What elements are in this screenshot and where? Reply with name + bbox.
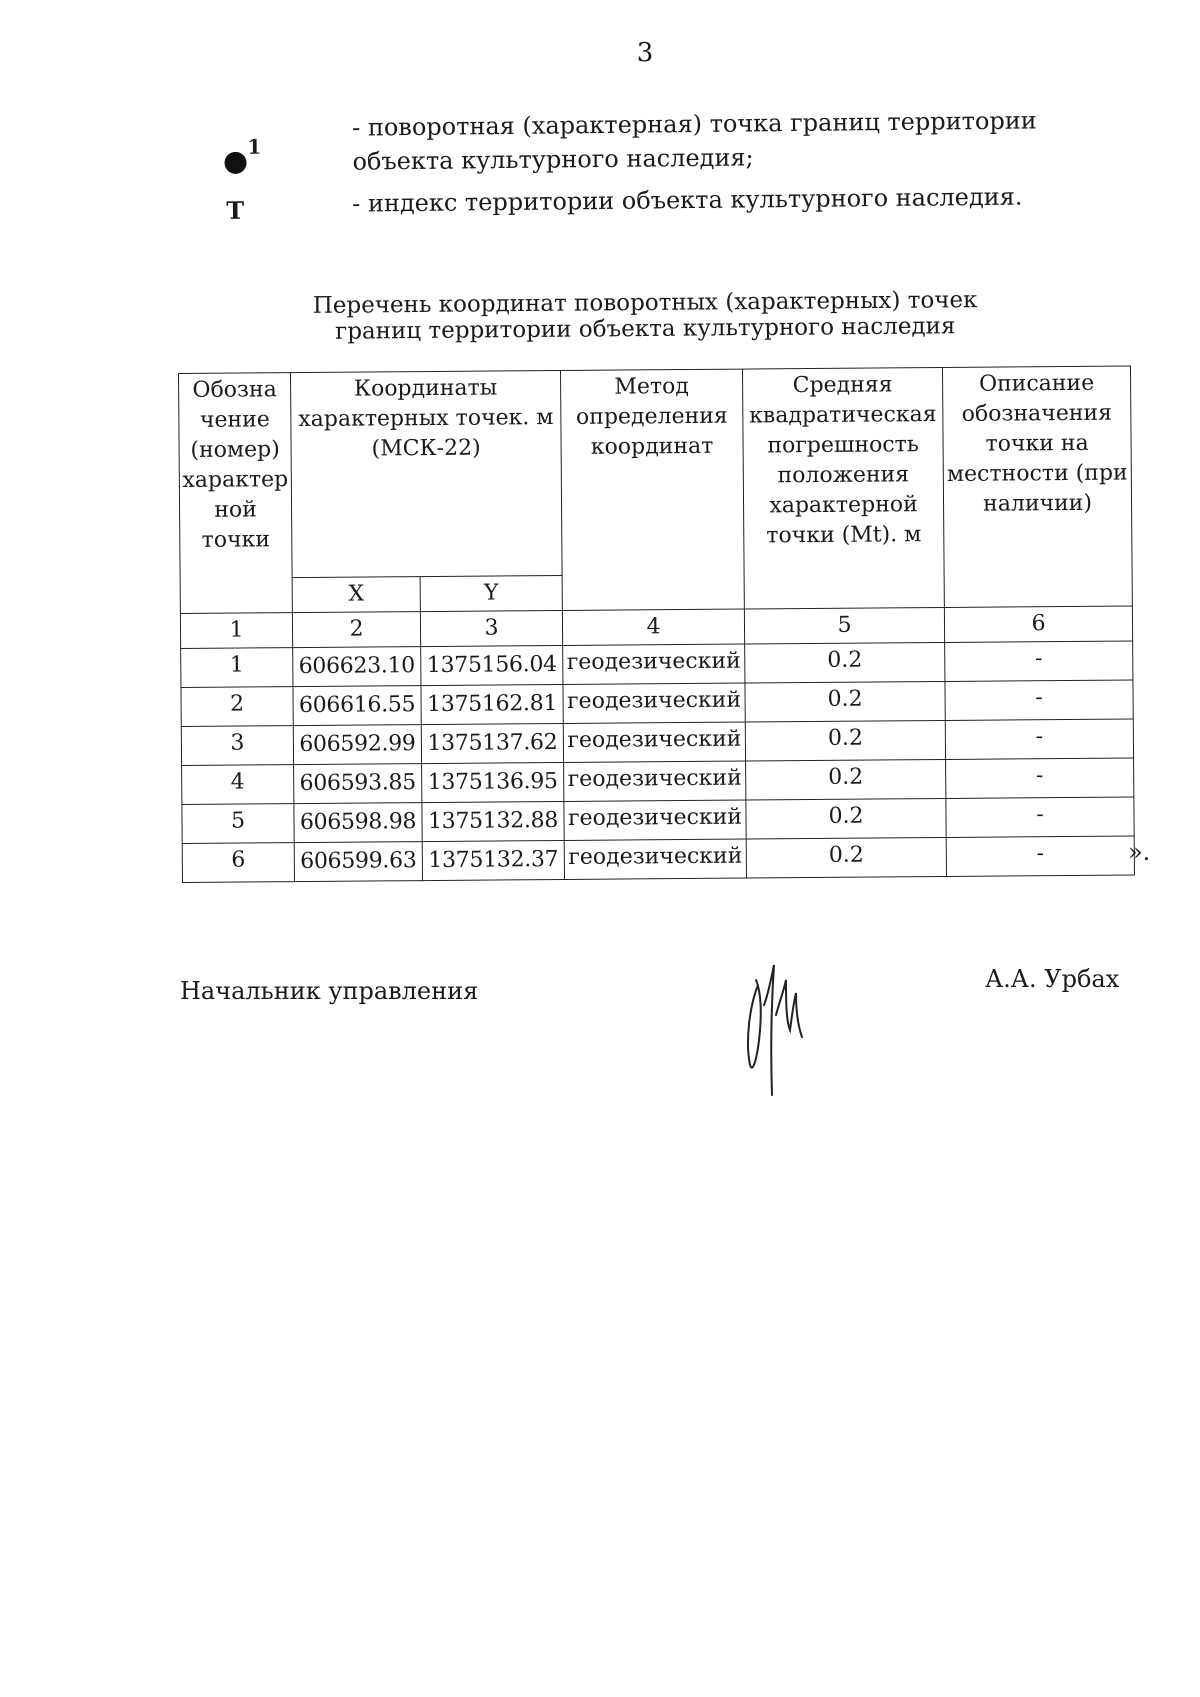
table-title-line-1: Перечень координат поворотных (характерных) точек — [312, 287, 978, 319]
description: - — [946, 836, 1134, 876]
legend-item-index — [220, 179, 1120, 225]
description: - — [945, 680, 1133, 720]
method: геодезический — [563, 683, 745, 723]
legend-item-point — [220, 103, 1120, 176]
column-number: 3 — [420, 610, 562, 646]
signatory-name: А.А. Урбах — [985, 965, 1120, 993]
header-method: Метод определения координат — [561, 369, 745, 610]
page-number: 3 — [636, 38, 654, 68]
method: геодезический — [564, 761, 746, 801]
header-x: X — [292, 577, 420, 613]
accuracy: 0.2 — [746, 837, 946, 878]
description: - — [945, 641, 1133, 681]
point-dot-icon — [224, 152, 246, 174]
method: геодезический — [564, 839, 746, 879]
description: - — [946, 758, 1134, 798]
accuracy: 0.2 — [745, 681, 945, 722]
index-symbol — [220, 187, 281, 248]
point-number: 5 — [182, 804, 294, 844]
legend-text-point: - поворотная (характерная) точка границ территории объекта культурного наследия; — [352, 106, 1037, 176]
method: геодезический — [563, 722, 745, 762]
coord-y: 1375132.37 — [422, 840, 564, 880]
column-number: 1 — [180, 613, 292, 649]
coord-y: 1375156.04 — [421, 645, 563, 685]
table-title-line-2: границ территории объекта культурного наследия — [335, 313, 956, 345]
point-number: 2 — [181, 687, 293, 727]
point-dot-number: 1 — [247, 134, 262, 159]
point-symbol — [220, 111, 281, 172]
accuracy: 0.2 — [746, 798, 946, 839]
coordinates-table — [178, 366, 1135, 883]
table-row — [182, 836, 1134, 882]
coord-x: 606592.99 — [293, 725, 421, 765]
coord-y: 1375132.88 — [422, 801, 564, 841]
coord-x: 606599.63 — [294, 842, 422, 882]
coord-x: 606593.85 — [294, 764, 422, 804]
column-number: 2 — [292, 612, 420, 648]
header-accuracy: Средняя квадратическая погрешность положения характерной точки (Mt). м — [743, 367, 945, 609]
description: - — [945, 719, 1133, 759]
method: геодезический — [563, 644, 745, 684]
index-letter: Т — [226, 195, 245, 225]
coord-x: 606598.98 — [294, 803, 422, 843]
coord-y: 1375162.81 — [421, 684, 563, 724]
header-description: Описание обозначения точки на местности (при наличии) — [942, 366, 1132, 607]
header-coordinates: Координаты характерных точек. м (МСК-22) — [291, 370, 563, 577]
column-number: 4 — [562, 609, 744, 645]
column-number: 6 — [944, 606, 1132, 642]
header-point-number: Обозна чение (номер) характер ной точки — [179, 373, 293, 614]
point-number: 1 — [181, 648, 293, 688]
header-y: Y — [420, 575, 562, 611]
description: - — [946, 797, 1134, 837]
coord-x: 606616.55 — [293, 686, 421, 726]
handwritten-signature-icon — [720, 945, 830, 1100]
signatory-title: Начальник управления — [180, 977, 479, 1005]
point-number: 4 — [182, 765, 294, 805]
coordinates-table-wrap — [178, 366, 1134, 883]
accuracy: 0.2 — [745, 642, 945, 683]
legend-text-index: - индекс территории объекта культурного наследия. — [352, 182, 1023, 218]
method: геодезический — [564, 800, 746, 840]
coord-y: 1375136.95 — [422, 762, 564, 802]
table-title — [0, 284, 1200, 347]
accuracy: 0.2 — [745, 720, 945, 761]
closing-quote-mark: ». — [1128, 838, 1151, 866]
coord-x: 606623.10 — [293, 647, 421, 687]
point-number: 3 — [181, 726, 293, 766]
point-number: 6 — [182, 843, 294, 883]
accuracy: 0.2 — [746, 759, 946, 800]
column-number: 5 — [744, 607, 944, 644]
coord-y: 1375137.62 — [421, 723, 563, 763]
